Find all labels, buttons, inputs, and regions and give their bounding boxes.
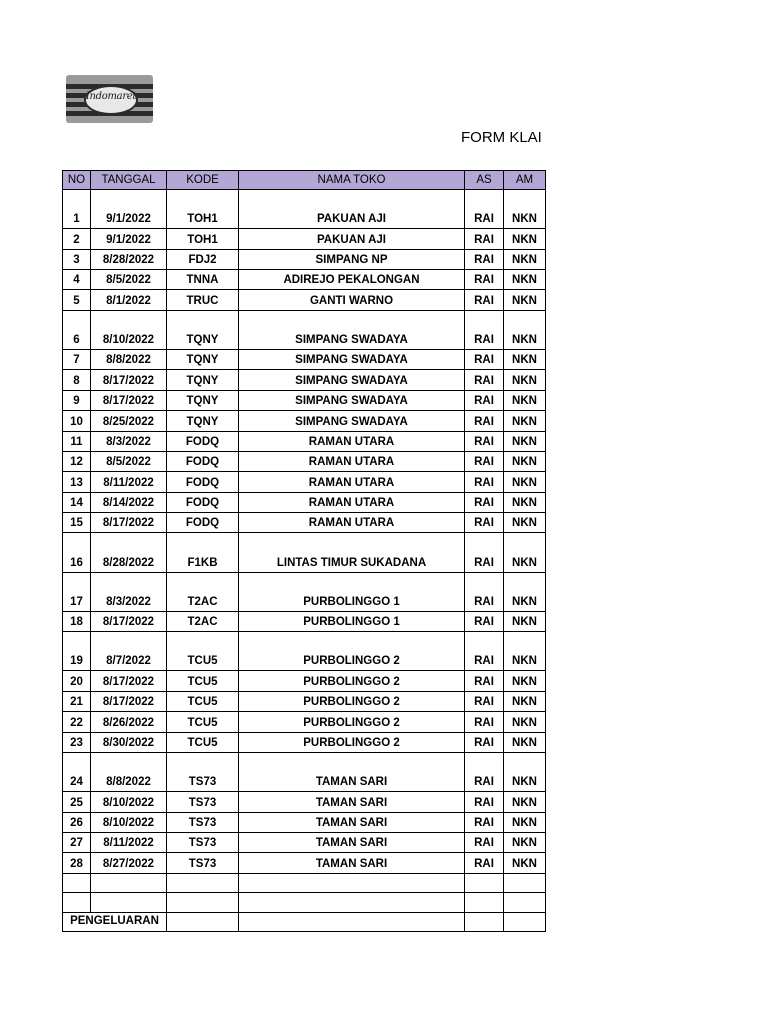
table-row	[63, 671, 546, 691]
cell-kode: TQNY	[167, 349, 239, 369]
table-row	[63, 611, 546, 631]
table-row	[63, 492, 546, 512]
cell-tanggal: 8/17/2022	[91, 390, 167, 410]
cell-nama-toko: TAMAN SARI	[239, 853, 465, 873]
cell-tanggal: 9/1/2022	[91, 229, 167, 249]
cell-nama-toko: RAMAN UTARA	[239, 513, 465, 533]
cell-as: RAI	[465, 249, 504, 269]
empty-cell	[465, 873, 504, 892]
cell-am: NKN	[504, 349, 546, 369]
cell-tanggal: 8/17/2022	[91, 370, 167, 390]
table-row	[63, 249, 546, 269]
cell-no: 15	[63, 513, 91, 533]
cell-tanggal: 8/17/2022	[91, 513, 167, 533]
header-nama-toko: NAMA TOKO	[239, 171, 465, 190]
table-row	[63, 190, 546, 229]
cell-no: 19	[63, 632, 91, 671]
cell-am: NKN	[504, 249, 546, 269]
cell-kode: TQNY	[167, 390, 239, 410]
footer-row	[63, 912, 546, 931]
cell-no: 8	[63, 370, 91, 390]
cell-as: RAI	[465, 691, 504, 711]
cell-kode: FODQ	[167, 472, 239, 492]
cell-am: NKN	[504, 290, 546, 310]
cell-nama-toko: PURBOLINGGO 1	[239, 611, 465, 631]
cell-am: NKN	[504, 310, 546, 349]
table-row	[63, 269, 546, 289]
cell-kode: TS73	[167, 752, 239, 791]
cell-nama-toko: RAMAN UTARA	[239, 472, 465, 492]
cell-kode: TQNY	[167, 370, 239, 390]
cell-tanggal: 8/10/2022	[91, 792, 167, 812]
cell-as: RAI	[465, 792, 504, 812]
empty-cell	[167, 873, 239, 892]
cell-am: NKN	[504, 513, 546, 533]
table-row	[63, 411, 546, 431]
cell-tanggal: 9/1/2022	[91, 190, 167, 229]
header-no: NO	[63, 171, 91, 190]
cell-nama-toko: PURBOLINGGO 2	[239, 632, 465, 671]
cell-nama-toko: PAKUAN AJI	[239, 229, 465, 249]
cell-as: RAI	[465, 853, 504, 873]
cell-no: 5	[63, 290, 91, 310]
cell-tanggal: 8/3/2022	[91, 572, 167, 611]
cell-tanggal: 8/25/2022	[91, 411, 167, 431]
footer-cell	[504, 912, 546, 931]
table-row	[63, 812, 546, 832]
table-row	[63, 290, 546, 310]
cell-tanggal: 8/17/2022	[91, 671, 167, 691]
cell-am: NKN	[504, 752, 546, 791]
cell-tanggal: 8/1/2022	[91, 290, 167, 310]
table-row	[63, 513, 546, 533]
cell-kode: T2AC	[167, 611, 239, 631]
footer-cell	[167, 912, 239, 931]
cell-nama-toko: RAMAN UTARA	[239, 431, 465, 451]
table-row	[63, 752, 546, 791]
cell-nama-toko: SIMPANG SWADAYA	[239, 390, 465, 410]
cell-am: NKN	[504, 451, 546, 471]
table-header-row	[63, 171, 546, 190]
cell-no: 4	[63, 269, 91, 289]
cell-kode: TQNY	[167, 310, 239, 349]
cell-nama-toko: PURBOLINGGO 2	[239, 712, 465, 732]
table-row	[63, 472, 546, 492]
footer-cell	[239, 912, 465, 931]
cell-nama-toko: RAMAN UTARA	[239, 451, 465, 471]
cell-am: NKN	[504, 712, 546, 732]
table-row	[63, 691, 546, 711]
cell-am: NKN	[504, 472, 546, 492]
cell-am: NKN	[504, 611, 546, 631]
table-row	[63, 451, 546, 471]
cell-nama-toko: SIMPANG SWADAYA	[239, 349, 465, 369]
cell-no: 22	[63, 712, 91, 732]
cell-am: NKN	[504, 732, 546, 752]
table-row	[63, 533, 546, 572]
cell-as: RAI	[465, 310, 504, 349]
cell-nama-toko: LINTAS TIMUR SUKADANA	[239, 533, 465, 572]
cell-as: RAI	[465, 513, 504, 533]
cell-am: NKN	[504, 411, 546, 431]
cell-no: 10	[63, 411, 91, 431]
cell-as: RAI	[465, 671, 504, 691]
cell-no: 6	[63, 310, 91, 349]
cell-nama-toko: SIMPANG SWADAYA	[239, 370, 465, 390]
cell-am: NKN	[504, 492, 546, 512]
cell-am: NKN	[504, 812, 546, 832]
empty-cell	[91, 893, 167, 912]
cell-tanggal: 8/17/2022	[91, 691, 167, 711]
empty-row	[63, 873, 546, 892]
cell-tanggal: 8/30/2022	[91, 732, 167, 752]
cell-kode: TOH1	[167, 229, 239, 249]
cell-tanggal: 8/5/2022	[91, 269, 167, 289]
cell-kode: TRUC	[167, 290, 239, 310]
cell-am: NKN	[504, 632, 546, 671]
cell-am: NKN	[504, 792, 546, 812]
empty-cell	[91, 873, 167, 892]
cell-am: NKN	[504, 533, 546, 572]
cell-no: 12	[63, 451, 91, 471]
cell-as: RAI	[465, 472, 504, 492]
table-body	[63, 190, 546, 932]
cell-tanggal: 8/28/2022	[91, 249, 167, 269]
cell-nama-toko: PURBOLINGGO 2	[239, 671, 465, 691]
cell-no: 1	[63, 190, 91, 229]
empty-cell	[167, 893, 239, 912]
table-row	[63, 732, 546, 752]
cell-kode: TCU5	[167, 732, 239, 752]
table-row	[63, 792, 546, 812]
cell-kode: TCU5	[167, 671, 239, 691]
cell-kode: TNNA	[167, 269, 239, 289]
cell-tanggal: 8/3/2022	[91, 431, 167, 451]
cell-kode: T2AC	[167, 572, 239, 611]
cell-no: 16	[63, 533, 91, 572]
table-row	[63, 370, 546, 390]
cell-tanggal: 8/7/2022	[91, 632, 167, 671]
cell-nama-toko: PAKUAN AJI	[239, 190, 465, 229]
indomaret-logo	[66, 75, 153, 123]
cell-tanggal: 8/14/2022	[91, 492, 167, 512]
cell-as: RAI	[465, 752, 504, 791]
cell-tanggal: 8/10/2022	[91, 812, 167, 832]
cell-no: 21	[63, 691, 91, 711]
cell-tanggal: 8/8/2022	[91, 349, 167, 369]
logo-text: Indomaret	[85, 91, 137, 102]
cell-am: NKN	[504, 390, 546, 410]
cell-nama-toko: PURBOLINGGO 1	[239, 572, 465, 611]
cell-kode: TOH1	[167, 190, 239, 229]
cell-as: RAI	[465, 411, 504, 431]
cell-as: RAI	[465, 572, 504, 611]
table-row	[63, 229, 546, 249]
empty-cell	[504, 893, 546, 912]
cell-nama-toko: RAMAN UTARA	[239, 492, 465, 512]
cell-kode: TCU5	[167, 712, 239, 732]
cell-nama-toko: PURBOLINGGO 2	[239, 691, 465, 711]
cell-nama-toko: ADIREJO PEKALONGAN	[239, 269, 465, 289]
form-title: FORM KLAI	[461, 129, 542, 146]
cell-no: 14	[63, 492, 91, 512]
cell-no: 25	[63, 792, 91, 812]
cell-nama-toko: TAMAN SARI	[239, 812, 465, 832]
cell-tanggal: 8/28/2022	[91, 533, 167, 572]
cell-nama-toko: TAMAN SARI	[239, 792, 465, 812]
cell-kode: FDJ2	[167, 249, 239, 269]
cell-no: 18	[63, 611, 91, 631]
cell-kode: TS73	[167, 812, 239, 832]
cell-as: RAI	[465, 229, 504, 249]
empty-row	[63, 893, 546, 912]
cell-am: NKN	[504, 671, 546, 691]
footer-cell	[465, 912, 504, 931]
cell-as: RAI	[465, 832, 504, 852]
cell-as: RAI	[465, 533, 504, 572]
table-row	[63, 349, 546, 369]
cell-nama-toko: SIMPANG SWADAYA	[239, 310, 465, 349]
header-tanggal: TANGGAL	[91, 171, 167, 190]
cell-kode: FODQ	[167, 451, 239, 471]
cell-nama-toko: GANTI WARNO	[239, 290, 465, 310]
cell-no: 2	[63, 229, 91, 249]
cell-kode: FODQ	[167, 492, 239, 512]
claim-table	[62, 170, 546, 932]
table-row	[63, 431, 546, 451]
empty-cell	[239, 893, 465, 912]
cell-kode: TCU5	[167, 632, 239, 671]
cell-tanggal: 8/27/2022	[91, 853, 167, 873]
empty-cell	[63, 873, 91, 892]
empty-cell	[63, 893, 91, 912]
cell-tanggal: 8/8/2022	[91, 752, 167, 791]
cell-no: 3	[63, 249, 91, 269]
cell-tanggal: 8/11/2022	[91, 472, 167, 492]
cell-kode: FODQ	[167, 431, 239, 451]
table-row	[63, 572, 546, 611]
cell-as: RAI	[465, 290, 504, 310]
cell-as: RAI	[465, 349, 504, 369]
cell-as: RAI	[465, 390, 504, 410]
cell-kode: TS73	[167, 832, 239, 852]
form-title-container	[461, 128, 547, 150]
cell-tanggal: 8/26/2022	[91, 712, 167, 732]
table-row	[63, 310, 546, 349]
cell-no: 11	[63, 431, 91, 451]
cell-as: RAI	[465, 712, 504, 732]
cell-no: 27	[63, 832, 91, 852]
cell-no: 24	[63, 752, 91, 791]
cell-kode: TQNY	[167, 411, 239, 431]
table-row	[63, 853, 546, 873]
cell-as: RAI	[465, 632, 504, 671]
cell-as: RAI	[465, 190, 504, 229]
cell-no: 9	[63, 390, 91, 410]
header-am: AM	[504, 171, 546, 190]
cell-as: RAI	[465, 732, 504, 752]
footer-label-pengeluaran: PENGELUARAN	[63, 912, 167, 931]
cell-as: RAI	[465, 611, 504, 631]
cell-no: 26	[63, 812, 91, 832]
cell-no: 7	[63, 349, 91, 369]
cell-am: NKN	[504, 832, 546, 852]
cell-tanggal: 8/10/2022	[91, 310, 167, 349]
cell-am: NKN	[504, 431, 546, 451]
cell-am: NKN	[504, 269, 546, 289]
cell-as: RAI	[465, 269, 504, 289]
cell-tanggal: 8/17/2022	[91, 611, 167, 631]
cell-no: 23	[63, 732, 91, 752]
cell-kode: TS73	[167, 853, 239, 873]
cell-kode: FODQ	[167, 513, 239, 533]
cell-nama-toko: PURBOLINGGO 2	[239, 732, 465, 752]
cell-kode: TS73	[167, 792, 239, 812]
cell-kode: F1KB	[167, 533, 239, 572]
cell-am: NKN	[504, 572, 546, 611]
cell-tanggal: 8/11/2022	[91, 832, 167, 852]
cell-nama-toko: SIMPANG NP	[239, 249, 465, 269]
table-row	[63, 632, 546, 671]
table-row	[63, 712, 546, 732]
header-kode: KODE	[167, 171, 239, 190]
cell-as: RAI	[465, 370, 504, 390]
cell-am: NKN	[504, 190, 546, 229]
table-row	[63, 390, 546, 410]
cell-am: NKN	[504, 691, 546, 711]
header-as: AS	[465, 171, 504, 190]
cell-no: 28	[63, 853, 91, 873]
cell-no: 13	[63, 472, 91, 492]
cell-as: RAI	[465, 812, 504, 832]
cell-nama-toko: TAMAN SARI	[239, 752, 465, 791]
cell-kode: TCU5	[167, 691, 239, 711]
cell-as: RAI	[465, 492, 504, 512]
cell-tanggal: 8/5/2022	[91, 451, 167, 471]
empty-cell	[465, 893, 504, 912]
cell-am: NKN	[504, 370, 546, 390]
cell-nama-toko: SIMPANG SWADAYA	[239, 411, 465, 431]
cell-as: RAI	[465, 431, 504, 451]
empty-cell	[504, 873, 546, 892]
cell-nama-toko: TAMAN SARI	[239, 832, 465, 852]
cell-as: RAI	[465, 451, 504, 471]
cell-am: NKN	[504, 229, 546, 249]
cell-no: 20	[63, 671, 91, 691]
table-row	[63, 832, 546, 852]
cell-am: NKN	[504, 853, 546, 873]
cell-no: 17	[63, 572, 91, 611]
empty-cell	[239, 873, 465, 892]
